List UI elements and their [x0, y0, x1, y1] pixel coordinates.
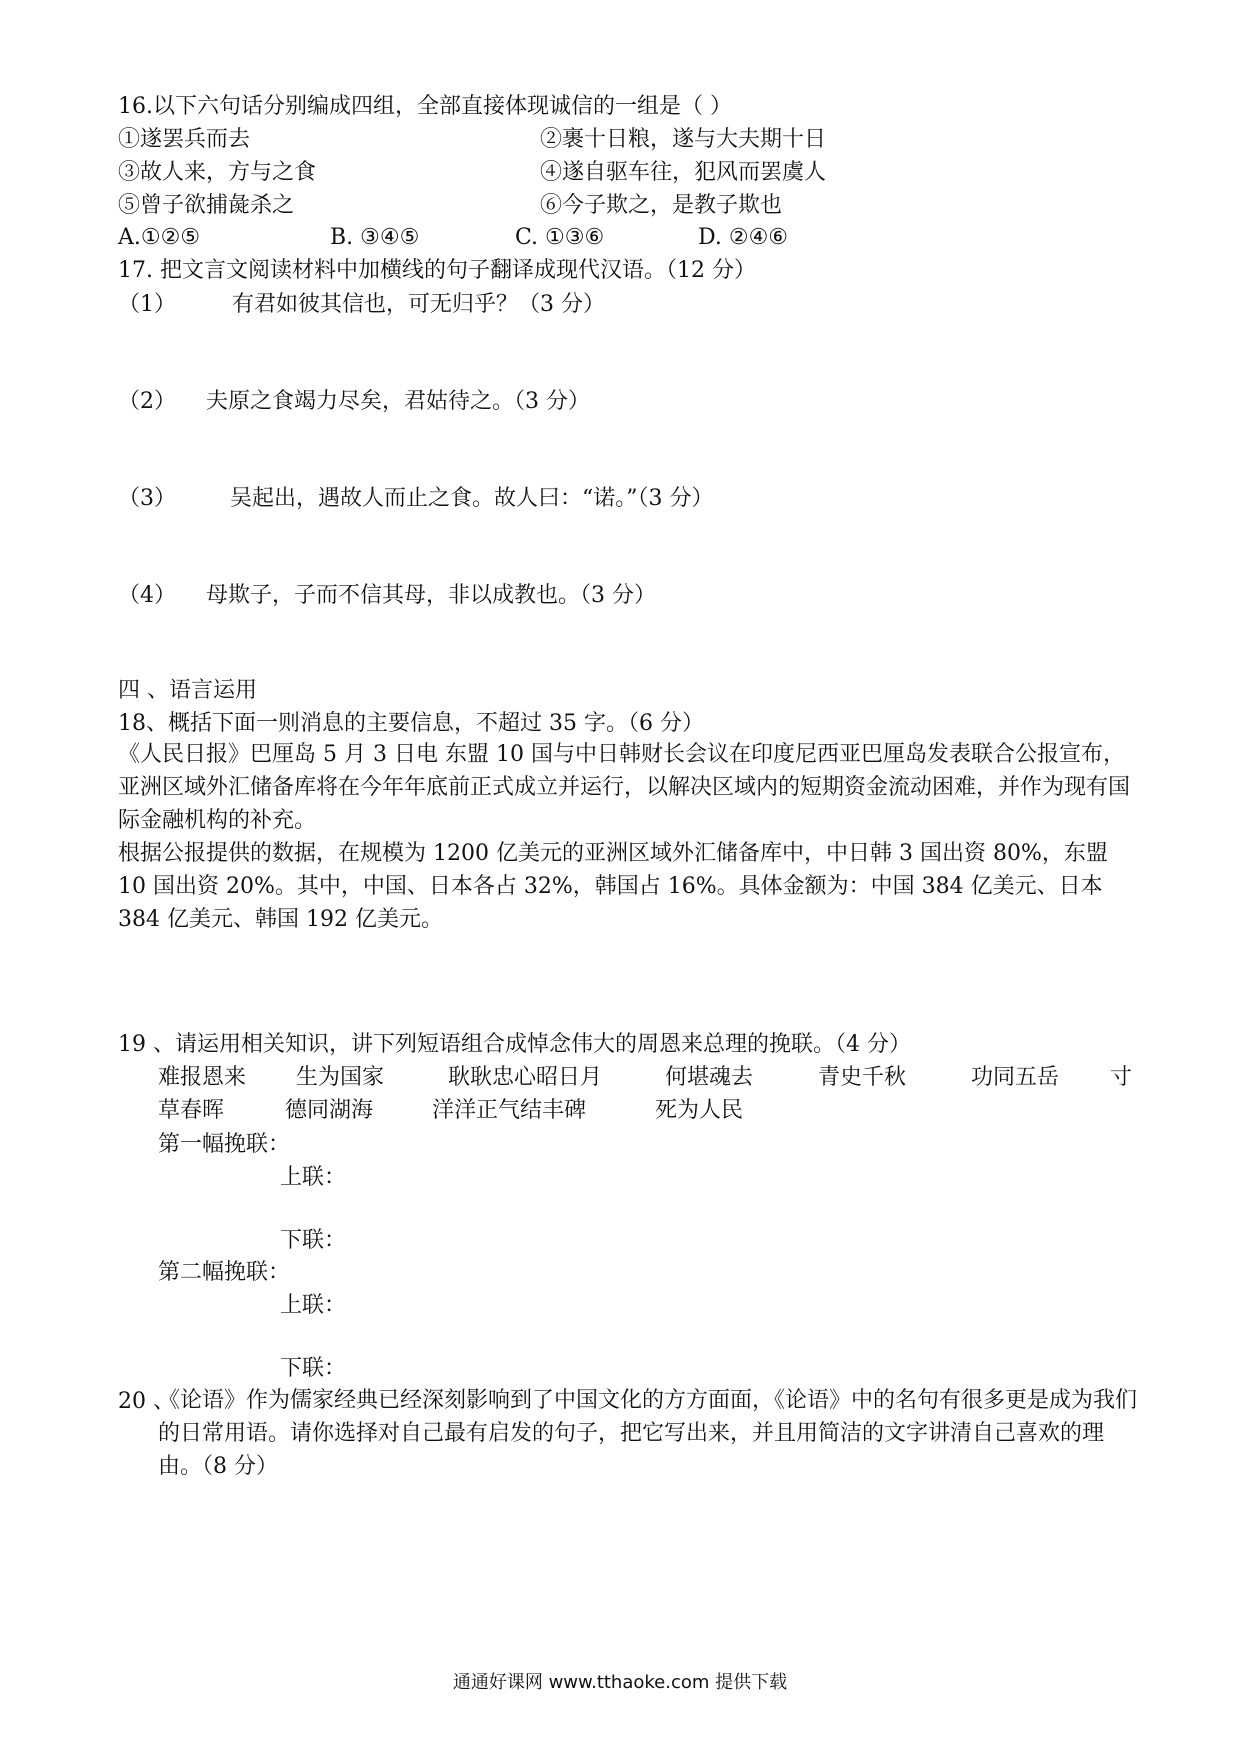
q17-sub4-text: 母欺子，子而不信其母，非以成教也。（3 分）: [206, 583, 656, 608]
q19-phrase: 寸: [1110, 1065, 1133, 1090]
q19-phrase: 功同五岳: [971, 1065, 1060, 1090]
q16-choice-d: D. ②④⑥: [698, 225, 789, 250]
q16-item-2: ②裹十日粮，遂与大夫期十日: [540, 127, 827, 152]
couplet-1-upper-label: 上联：: [280, 1165, 347, 1190]
q19-phrase: 何堪魂去: [665, 1065, 754, 1090]
q19-phrase: 耿耿忠心昭日月: [448, 1065, 603, 1090]
couplet-2-upper-label: 上联：: [280, 1293, 347, 1318]
q17-sub3-num: （3）: [118, 486, 176, 511]
q17-sub1-text: 有君如彼其信也，可无归乎？（3 分）: [232, 292, 605, 317]
q17-sub4-num: （4）: [118, 583, 176, 608]
q16-stem: 16.以下六句话分别编成四组，全部直接体现诚信的一组是（ ）: [118, 94, 732, 119]
q16-item-5: ⑤曾子欲捕彘杀之: [118, 193, 295, 218]
q17-sub1-num: （1）: [118, 292, 176, 317]
section-4-title: 四 、语言运用: [118, 678, 257, 703]
q19-phrase: 草春晖: [158, 1098, 225, 1123]
couplet-2-lower-label: 下联：: [280, 1356, 347, 1381]
couplet-1-lower-label: 下联：: [280, 1228, 347, 1253]
q16-item-4: ④遂自驱车往，犯风而罢虞人: [540, 160, 827, 185]
couplet-2-label: 第二幅挽联：: [158, 1260, 291, 1285]
q19-phrase: 死为人民: [655, 1098, 744, 1123]
q20-text: 《论语》作为儒家经典已经深刻影响到了中国文化的方方面面，《论语》中的名句有很多更是成为我们的日常用语。请你选择对自己最有启发的句子，把它写出来，并且用简洁的文字讲清自己喜欢的理由。（8 分）: [158, 1388, 1138, 1479]
q19-phrase: 德同湖海: [285, 1098, 374, 1123]
couplet-1-label: 第一幅挽联：: [158, 1132, 291, 1157]
q17-sub2-num: （2）: [118, 389, 176, 414]
q18-news-para-2: 根据公报提供的数据，在规模为 1200 亿美元的亚洲区域外汇储备库中，中日韩 3 国出资 80%，东盟 10 国出资 20%。其中，中国、日本各占 32%，韩国占 16%。具体金额为：中国 384 亿美元、日本 384 亿美元、韩国 192 亿美元。: [118, 841, 1108, 932]
q19-phrase: 难报恩来: [158, 1065, 247, 1090]
q16-item-1: ①遂罢兵而去: [118, 127, 251, 152]
q16-choice-c: C. ①③⑥: [515, 225, 605, 250]
q16-choice-a: A.①②⑤: [118, 225, 201, 250]
q17-sub2-text: 夫原之食竭力尽矣，君姑待之。（3 分）: [206, 389, 590, 414]
q19-phrase: 青史千秋: [818, 1065, 907, 1090]
q20-num: 20 、: [118, 1389, 175, 1414]
q16-choice-b: B. ③④⑤: [330, 225, 420, 250]
page-footer: 通通好课网 www.tthaoke.com 提供下载: [452, 1672, 788, 1693]
q19-stem: 19 、请运用相关知识，讲下列短语组合成悼念伟大的周恩来总理的挽联。（4 分）: [118, 1032, 911, 1057]
q17-sub3-text: 吴起出，遇故人而止之食。故人曰：“诺。”（3 分）: [230, 486, 714, 511]
q19-phrase: 洋洋正气结丰碑: [432, 1098, 587, 1123]
q17-stem: 17. 把文言文阅读材料中加横线的句子翻译成现代汉语。（12 分）: [118, 258, 756, 283]
q19-phrase: 生为国家: [296, 1065, 385, 1090]
q18-news-para-1: 《人民日报》巴厘岛 5 月 3 日电 东盟 10 国与中日韩财长会议在印度尼西亚巴厘岛发表联合公报宣布，亚洲区域外汇储备库将在今年年底前正式成立并运行，以解决区域内的短期资金流动困难，并作为现有国际金融机构的补充。: [118, 742, 1131, 833]
q18-stem: 18、概括下面一则消息的主要信息，不超过 35 字。（6 分）: [118, 711, 704, 736]
q16-item-3: ③故人来，方与之食: [118, 160, 317, 185]
q16-item-6: ⑥今子欺之，是教子欺也: [540, 193, 783, 218]
